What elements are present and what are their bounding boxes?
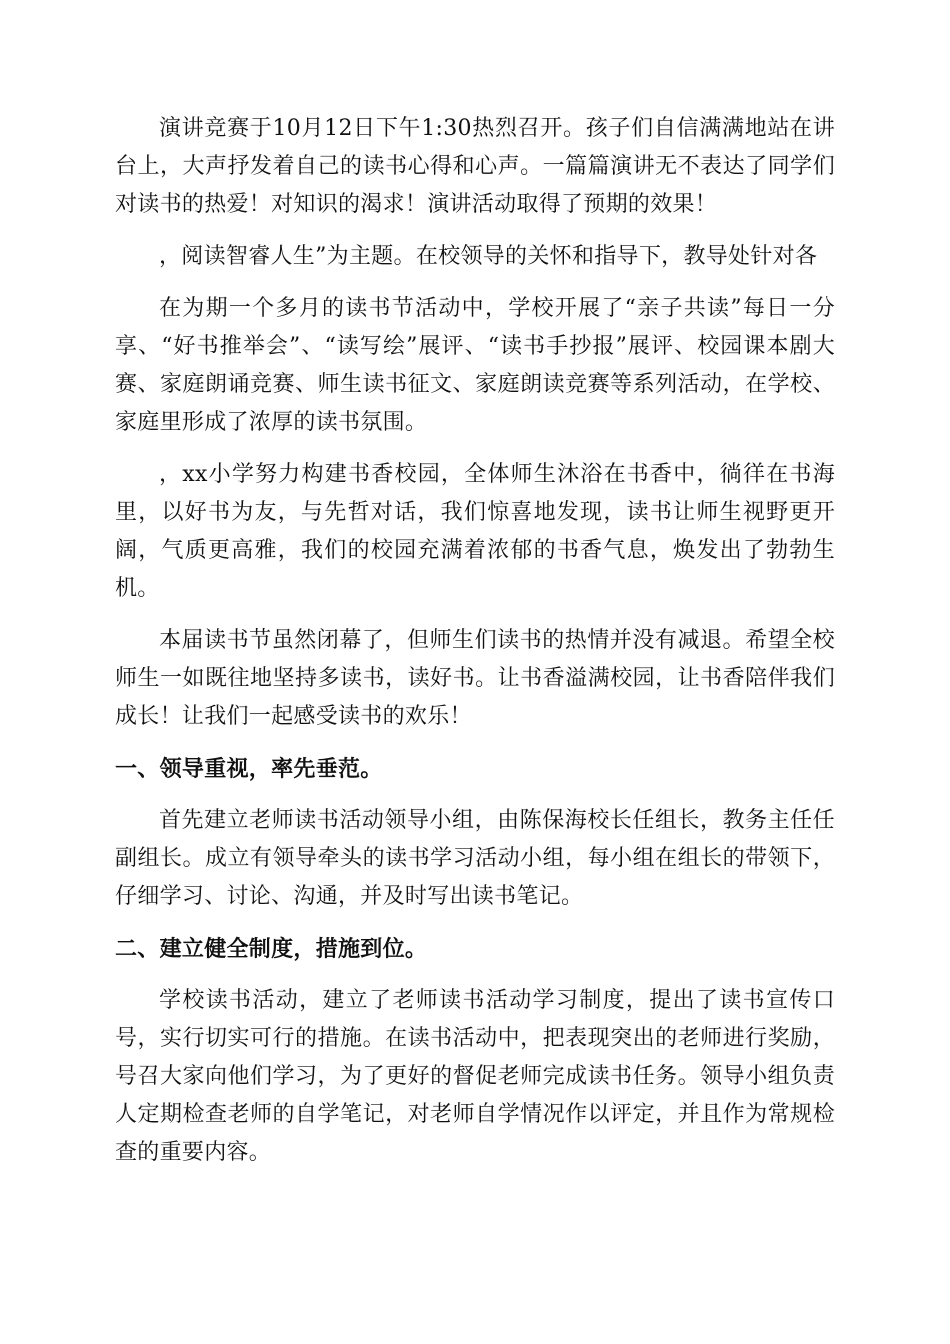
paragraph-closing: 本届读书节虽然闭幕了，但师生们读书的热情并没有减退。希望全校师生一如既往地坚持多读书，读好书。让书香溢满校园，让书香陪伴我们成长！让我们一起感受读书的欢乐！: [115, 628, 835, 729]
paragraph-activities: 在为期一个多月的读书节活动中，学校开展了“亲子共读”每日一分享、“好书推举会”、“读写绘”展评、“读书手抄报”展评、校园课本剧大赛、家庭朗诵竞赛、师生读书征文、家庭朗读竞赛等系列活动，在学校、家庭里形成了浓厚的读书氛围。: [115, 296, 835, 435]
paragraph-theme-fragment: ，阅读智睿人生”为主题。在校领导的关怀和指导下，教导处针对各: [159, 244, 818, 269]
paragraph-leadership-group: 首先建立老师读书活动领导小组，由陈保海校长任组长，教务主任任副组长。成立有领导牵头的读书学习活动小组，每小组在组长的带领下，仔细学习、讨论、沟通，并及时写出读书笔记。: [115, 808, 835, 909]
document-body: [115, 110, 835, 1172]
section-heading-system: 二、建立健全制度，措施到位。: [115, 936, 428, 962]
section-heading-leadership: 一、领导重视，率先垂范。: [115, 756, 383, 782]
paragraph-book-campus: ，xx小学努力构建书香校园，全体师生沐浴在书香中，徜徉在书海里，以好书为友，与先哲对话，我们惊喜地发现，读书让师生视野更开阔，气质更高雅，我们的校园充满着浓郁的书香气息，焕发出了勃勃生机。: [115, 462, 835, 601]
paragraph-speech-contest: 演讲竞赛于10月12日下午1:30热烈召开。孩子们自信满满地站在讲台上，大声抒发着自己的读书心得和心声。一篇篇演讲无不表达了同学们对读书的热爱！对知识的渴求！演讲活动取得了预期的效果！: [115, 116, 835, 217]
paragraph-reading-system: 学校读书活动，建立了老师读书活动学习制度，提出了读书宣传口号，实行切实可行的措施。在读书活动中，把表现突出的老师进行奖励，号召大家向他们学习，为了更好的督促老师完成读书任务。领导小组负责人定期检查老师的自学笔记，对老师自学情况作以评定，并且作为常规检查的重要内容。: [115, 988, 835, 1165]
